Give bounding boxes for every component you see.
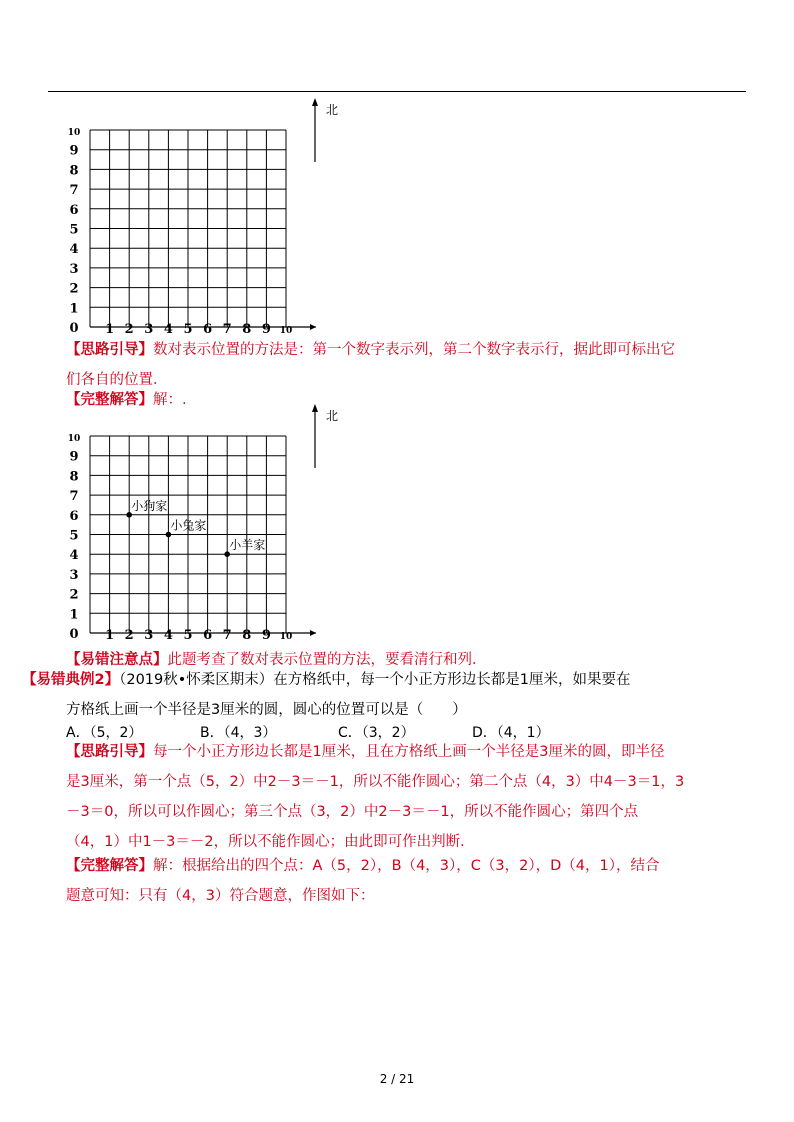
- answer-text-line2: 题意可知：只有（4，3）符合题意，作图如下：: [66, 888, 375, 904]
- north-arrowhead-icon: [312, 404, 318, 412]
- page-number: 2 / 21: [379, 1072, 415, 1086]
- x-axis-arrow-icon: [310, 630, 316, 636]
- y-tick-label: 7: [69, 183, 79, 199]
- option-c: C．（3，2）: [338, 725, 415, 741]
- hint-text-line3: －3＝0，所以可以作圆心；第三个点（3，2）中2－3＝－1，所以不能作圆心；第四个点: [66, 804, 639, 820]
- y-tick-label: 1: [69, 301, 79, 317]
- x-tick-label: 9: [261, 322, 271, 337]
- hint-text: 数对表示位置的方法是：第一个数字表示列，第二个数字表示行，据此即可标出它: [153, 342, 675, 358]
- x-tick-label: 4: [163, 628, 173, 643]
- hint-paragraph-2: [66, 742, 664, 762]
- north-label: 北: [326, 103, 339, 117]
- point-marker: [126, 512, 132, 518]
- answer-text: 解：根据给出的四个点：A（5，2），B（4，3），C（3，2），D（4，1），结合: [153, 858, 660, 874]
- note-tag: 【易错注意点】: [66, 652, 168, 668]
- y-tick-label: 0: [69, 627, 79, 642]
- x-tick-label: 5: [183, 322, 193, 337]
- hint-paragraph-1: [66, 340, 675, 360]
- x-tick-label: 3: [144, 322, 154, 337]
- y-tick-label: 4: [69, 242, 79, 258]
- x-tick-label: 8: [242, 628, 252, 643]
- point-marker: [224, 551, 230, 557]
- hint-text-line4: （4，1）中1－3＝－2，所以不能作圆心；由此即可作出判断．: [66, 834, 475, 850]
- y-tick-label: 3: [69, 567, 79, 583]
- x-tick-label: 9: [261, 628, 271, 643]
- example-paragraph: [22, 670, 631, 690]
- y-tick-label: 4: [69, 548, 79, 564]
- y-tick-label: 2: [69, 281, 79, 297]
- hint-text-line2: 们各自的位置．: [66, 372, 168, 388]
- x-tick-label: 1: [105, 322, 115, 337]
- y-tick-label: 9: [69, 449, 79, 465]
- x-tick-label: 1: [105, 628, 115, 643]
- x-tick-label: 5: [183, 628, 193, 643]
- x-tick-label: 2: [124, 628, 134, 643]
- y-tick-label: 5: [69, 222, 79, 238]
- y-tick-label: 6: [69, 202, 79, 218]
- x-tick-label: 3: [144, 628, 154, 643]
- option-b: B．（4，3）: [200, 725, 277, 741]
- answer-paragraph-2: [66, 856, 659, 876]
- note-text: 此题考查了数对表示位置的方法，要看清行和列．: [167, 652, 487, 668]
- hint-text: 每一个小正方形边长都是1厘米，且在方格纸上画一个半径是3厘米的圆，即半径: [153, 744, 665, 760]
- x-tick-label: 10: [279, 632, 293, 642]
- point-marker: [166, 532, 172, 538]
- hint-text-line2: 是3厘米，第一个点（5，2）中2－3＝－1，所以不能作圆心；第二个点（4，3）中4－3＝1，3: [66, 774, 685, 790]
- y-tick-label: 6: [69, 508, 79, 524]
- example-tag: 【易错典例2】: [22, 672, 120, 688]
- y-tick-label: 10: [67, 434, 81, 444]
- example-text: （2019秋•怀柔区期末）在方格纸中，每一个小正方形边长都是1厘米，如果要在: [119, 672, 631, 688]
- north-arrowhead-icon: [312, 98, 318, 106]
- x-tick-label: 7: [222, 628, 232, 643]
- y-tick-label: 2: [69, 587, 79, 603]
- y-tick-label: 7: [69, 489, 79, 505]
- x-tick-label: 4: [163, 322, 173, 337]
- x-axis-arrow-icon: [310, 324, 316, 330]
- answer-tag: 【完整解答】: [66, 392, 153, 408]
- x-tick-label: 6: [203, 322, 213, 337]
- hint-tag: 【思路引导】: [66, 342, 153, 358]
- y-tick-label: 0: [69, 321, 79, 336]
- answer-tag: 【完整解答】: [66, 858, 153, 874]
- x-tick-label: 7: [222, 322, 232, 337]
- example-text-line2: 方格纸上画一个半径是3厘米的圆，圆心的位置可以是（ ）: [66, 702, 467, 718]
- note-paragraph: [66, 650, 487, 670]
- y-tick-label: 8: [69, 469, 79, 485]
- point-label: 小兔家: [170, 518, 207, 533]
- y-tick-label: 8: [69, 163, 79, 179]
- option-d: D．（4，1）: [472, 725, 550, 741]
- header-rule: [48, 91, 746, 92]
- x-tick-label: 8: [242, 322, 252, 337]
- option-a: A．（5，2）: [66, 725, 143, 741]
- y-tick-label: 3: [69, 261, 79, 277]
- y-tick-label: 1: [69, 607, 79, 623]
- x-tick-label: 6: [203, 628, 213, 643]
- x-tick-label: 2: [124, 322, 134, 337]
- coordinate-grid-1: [60, 100, 360, 340]
- north-label: 北: [326, 409, 339, 423]
- point-label: 小狗家: [131, 498, 168, 513]
- coordinate-grid-2: [60, 406, 360, 646]
- point-label: 小羊家: [229, 538, 266, 553]
- y-tick-label: 10: [67, 128, 81, 138]
- y-tick-label: 9: [69, 143, 79, 159]
- answer-text: 解：.: [153, 392, 187, 408]
- y-tick-label: 5: [69, 528, 79, 544]
- hint-tag: 【思路引导】: [66, 744, 153, 760]
- x-tick-label: 10: [279, 326, 293, 336]
